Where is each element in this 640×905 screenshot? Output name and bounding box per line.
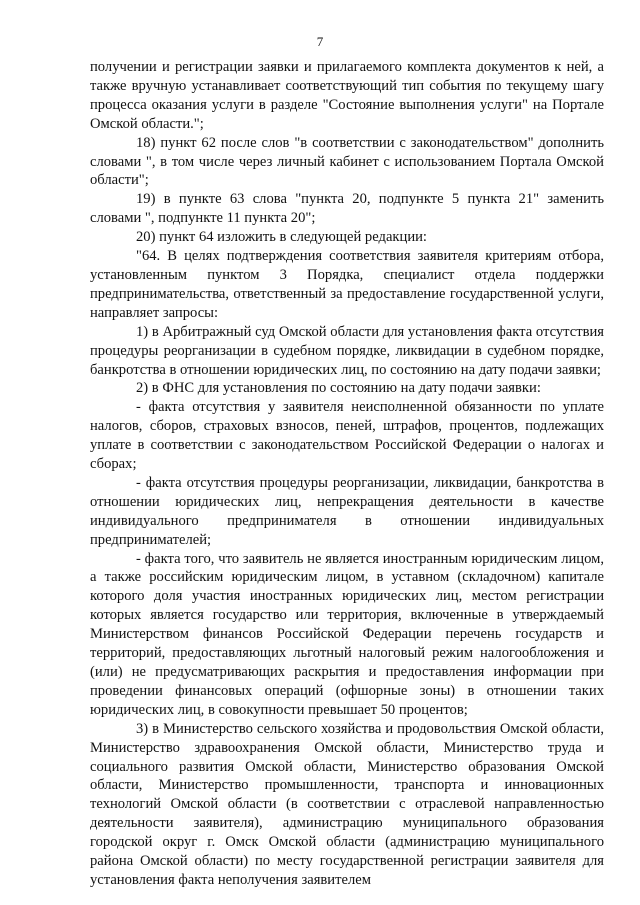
paragraph-clause-64: "64. В целях подтверждения соответствия заявителя критериям отбора, установленным пунктом 3 Порядка, специалист отдела поддержки предпринимательства, ответственный за предоставление государственной услуги, направляет запросы: [90, 248, 604, 321]
paragraph-dash-reorganization: - факта отсутствия процедуры реорганизации, ликвидации, банкротства в отношении юридических лиц, непрекращения деятельности в качестве индивидуального предпринимателя в отношении индивидуальных предпринимателей; [90, 474, 604, 548]
paragraph-subitem-1: 1) в Арбитражный суд Омской области для установления факта отсутствия процедуры реорганизации в судебном порядке, ликвидации в судебном порядке, банкротства в отношении юридических лиц, по состоянию на дату подачи заявки; [90, 323, 604, 378]
paragraph-dash-taxes: - факта отсутствия у заявителя неисполненной обязанности по уплате налогов, сборов, страховых взносов, пеней, штрафов, процентов, подлежащих уплате в соответствии с законодательством Российской Федерации о налогах и сборах; [90, 399, 604, 473]
paragraph-item-20: 20) пункт 64 изложить в следующей редакции: [136, 229, 427, 246]
paragraph-subitem-2: 2) в ФНС для установления по состоянию на дату подачи заявки: [136, 380, 541, 397]
page-number: 7 [316, 34, 324, 49]
paragraph-item-18: 18) пункт 62 после слов "в соответствии с законодательством" дополнить словами ", в том числе через личный кабинет с использованием Портала Омской области"; [90, 134, 604, 189]
document-body [90, 58, 604, 890]
paragraph-continuation: получении и регистрации заявки и прилагаемого комплекта документов к ней, а также вручную устанавливает соответствующий тип события по текущему шагу процесса оказания услуги в разделе "Состояние выполнения услуги" на Портале Омской области."; [90, 59, 604, 132]
paragraph-item-19: 19) в пункте 63 слова "пункта 20, подпункте 5 пункта 21" заменить словами ", подпункте 11 пункта 20"; [90, 191, 604, 227]
paragraph-subitem-3: 3) в Министерство сельского хозяйства и продовольствия Омской области, Министерство здравоохранения Омской области, Министерство труда и социального развития Омской области, Министерство образования Омской области, Министерство промышленности, транспорта и инновационных технологий Омской области (в соответствии с отраслевой направленностью деятельности заявителя), администрацию муниципального образования городской округ г. Омск Омской области (администрацию муниципального района Омской области) по месту государственной регистрации заявителя для установления факта неполучения заявителем [90, 720, 604, 888]
paragraph-dash-foreign-entity: - факта того, что заявитель не является иностранным юридическим лицом, а также российским юридическим лицом, в уставном (складочном) капитале которого доля участия иностранных юридических лиц, местом регистрации которых является государство или территория, включенные в утверждаемый Министерством финансов Российской Федерации перечень государств и территорий, предоставляющих льготный налоговый режим налогообложения и (или) не предусматривающих раскрытия и предоставления информации при проведении финансовых операций (офшорные зоны) в отношении таких юридических лиц, в совокупности превышает 50 процентов; [90, 550, 604, 718]
